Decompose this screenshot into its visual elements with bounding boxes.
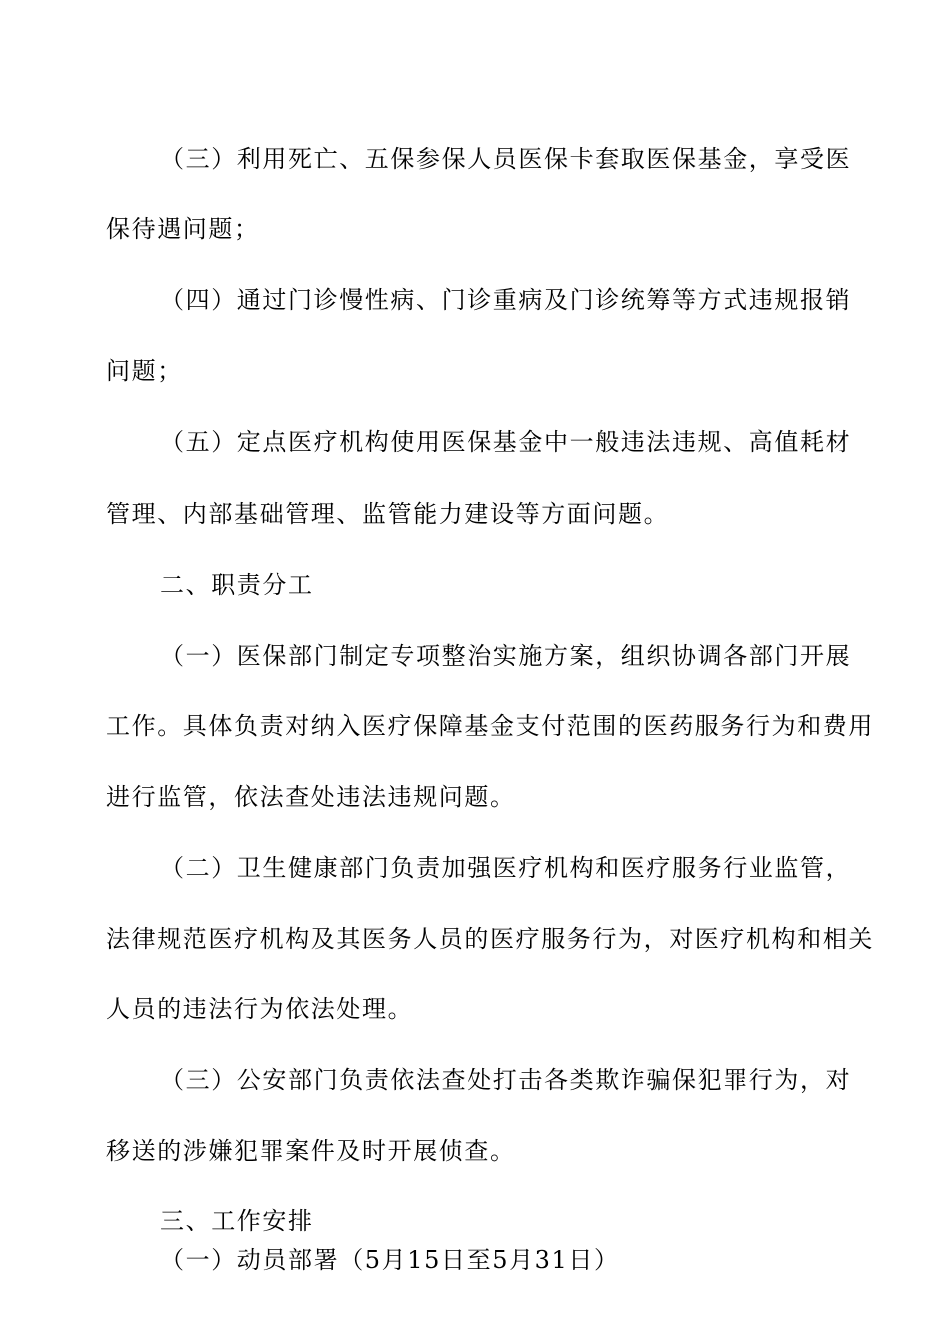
paragraph-5-line-2: 管理、内部基础管理、监管能力建设等方面问题。 xyxy=(106,500,670,528)
section-heading-duties: 二、职责分工 xyxy=(160,571,314,599)
paragraph-5-line-1: （五）定点医疗机构使用医保基金中一般违法违规、高值耗材 xyxy=(160,428,852,456)
duty-1-line-1: （一）医保部门制定专项整治实施方案，组织协调各部门开展 xyxy=(160,642,852,670)
paragraph-4-line-2: 问题； xyxy=(106,357,183,385)
paragraph-3-line-2: 保待遇问题； xyxy=(106,215,260,243)
duty-2-line-3: 人员的违法行为依法处理。 xyxy=(106,995,414,1023)
duty-3-line-1: （三）公安部门负责依法查处打击各类欺诈骗保犯罪行为，对 xyxy=(160,1066,852,1094)
duty-2-line-1: （二）卫生健康部门负责加强医疗机构和医疗服务行业监管， xyxy=(160,854,852,882)
arrangement-1-heading: （一）动员部署（5月15日至5月31日） xyxy=(160,1246,620,1274)
section-heading-arrangement: 三、工作安排 xyxy=(160,1207,314,1235)
paragraph-3-line-1: （三）利用死亡、五保参保人员医保卡套取医保基金，享受医 xyxy=(160,145,852,173)
duty-1-line-3: 进行监管，依法查处违法违规问题。 xyxy=(106,783,516,811)
duty-2-line-2: 法律规范医疗机构及其医务人员的医疗服务行为，对医疗机构和相关 xyxy=(106,925,874,953)
paragraph-4-line-1: （四）通过门诊慢性病、门诊重病及门诊统筹等方式违规报销 xyxy=(160,286,852,314)
duty-3-line-2: 移送的涉嫌犯罪案件及时开展侦查。 xyxy=(106,1137,516,1165)
duty-1-line-2: 工作。具体负责对纳入医疗保障基金支付范围的医药服务行为和费用 xyxy=(106,712,874,740)
